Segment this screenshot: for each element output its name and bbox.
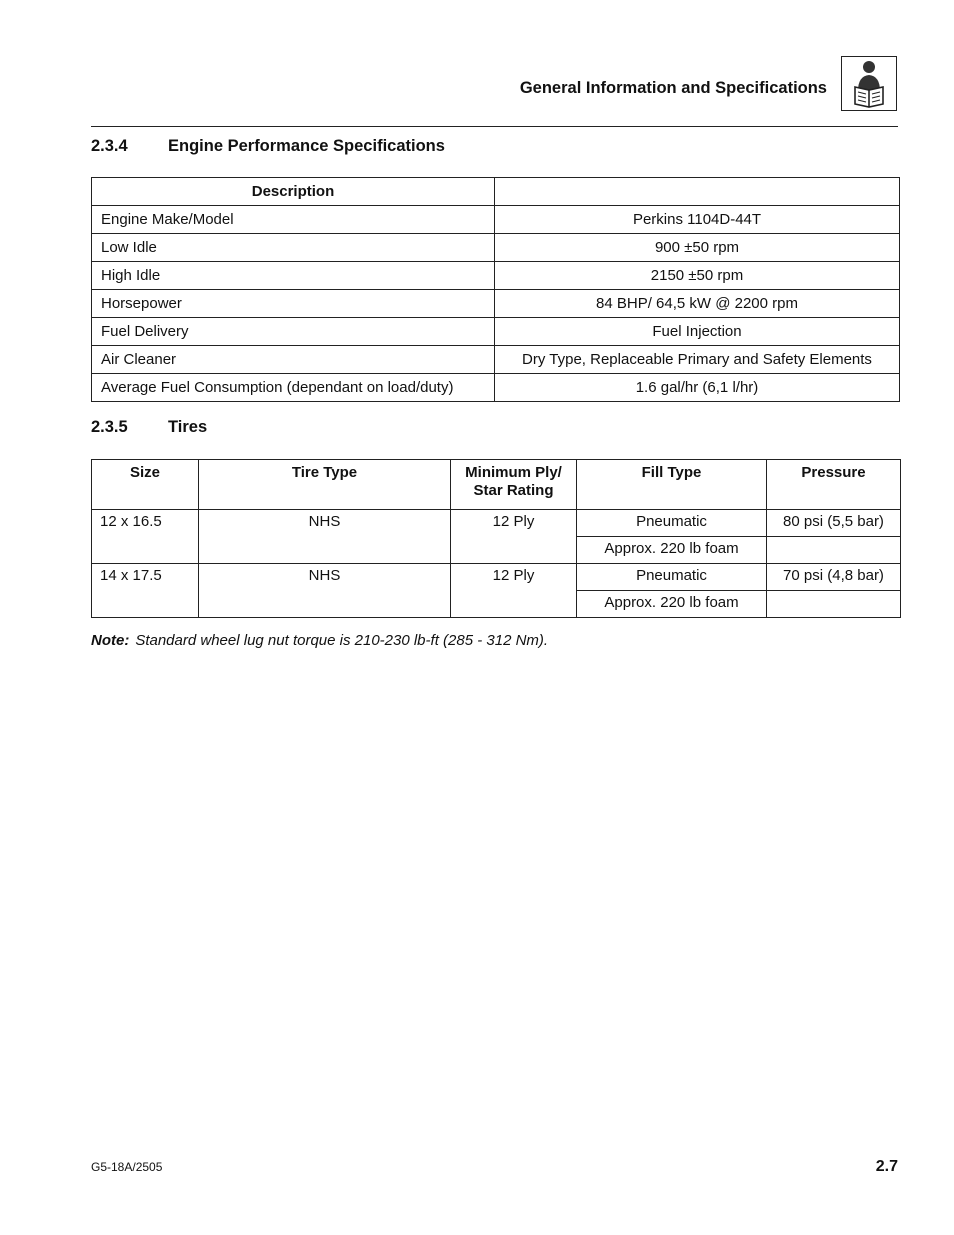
spec-value: 900 ±50 rpm (495, 234, 900, 262)
table-row (92, 262, 900, 290)
table-row (92, 510, 901, 537)
tire-type: NHS (199, 564, 451, 618)
spec-label: Horsepower (92, 290, 495, 318)
page-header-title: General Information and Specifications (519, 79, 827, 97)
fill-type: Pneumatic (577, 564, 767, 591)
pressure-value: 80 psi (5,5 bar) (767, 510, 901, 537)
tire-size: 14 x 17.5 (92, 564, 199, 618)
tires-table (91, 459, 901, 618)
pressure-value: 70 psi (4,8 bar) (767, 564, 901, 591)
section-heading-engine (91, 137, 445, 156)
section-number: 2.3.5 (91, 418, 128, 436)
section-title: Tires (168, 418, 208, 436)
section-heading-tires (91, 418, 207, 437)
table-row (92, 318, 900, 346)
ply-rating: 12 Ply (451, 510, 577, 564)
spec-label: Average Fuel Consumption (dependant on load/duty) (92, 374, 495, 402)
note-text: Standard wheel lug nut torque is 210-230 lb-ft (285 - 312 Nm). (135, 632, 549, 649)
spec-value: Perkins 1104D-44T (495, 206, 900, 234)
fill-type: Approx. 220 lb foam (577, 537, 767, 564)
column-header-value (495, 178, 900, 206)
ply-header-line: Minimum Ply/ (465, 464, 562, 481)
spec-value: Fuel Injection (495, 318, 900, 346)
tire-size: 12 x 16.5 (92, 510, 199, 564)
spec-label: Fuel Delivery (92, 318, 495, 346)
table-row (92, 206, 900, 234)
table-row (92, 346, 900, 374)
header-divider (91, 126, 898, 127)
table-row (92, 234, 900, 262)
spec-label: Air Cleaner (92, 346, 495, 374)
spec-value: 2150 ±50 rpm (495, 262, 900, 290)
note (91, 632, 548, 649)
table-row (92, 374, 900, 402)
column-header-fill-type: Fill Type (577, 460, 767, 510)
spec-value: Dry Type, Replaceable Primary and Safety Elements (495, 346, 900, 374)
fill-type: Approx. 220 lb foam (577, 591, 767, 618)
spec-label: Engine Make/Model (92, 206, 495, 234)
spec-label: Low Idle (92, 234, 495, 262)
column-header-ply-rating (451, 460, 577, 510)
note-label: Note: (91, 632, 130, 649)
column-header-size: Size (92, 460, 199, 510)
table-row (92, 564, 901, 591)
reading-manual-icon (841, 56, 897, 111)
table-header-row (92, 460, 901, 510)
fill-type: Pneumatic (577, 510, 767, 537)
pressure-value (767, 537, 901, 564)
footer-page-number: 2.7 (875, 1158, 898, 1175)
pressure-value (767, 591, 901, 618)
spec-value: 1.6 gal/hr (6,1 l/hr) (495, 374, 900, 402)
spec-value: 84 BHP/ 64,5 kW @ 2200 rpm (495, 290, 900, 318)
spec-label: High Idle (92, 262, 495, 290)
column-header-tire-type: Tire Type (199, 460, 451, 510)
section-title: Engine Performance Specifications (168, 137, 445, 155)
tire-type: NHS (199, 510, 451, 564)
section-number: 2.3.4 (91, 137, 128, 155)
column-header-pressure: Pressure (767, 460, 901, 510)
ply-rating: 12 Ply (451, 564, 577, 618)
ply-header-line: Star Rating (473, 482, 554, 499)
table-header-row (92, 178, 900, 206)
column-header-description: Description (92, 178, 495, 206)
footer-document-id: G5-18A/2505 (91, 1160, 163, 1174)
engine-spec-table (91, 177, 900, 402)
table-row (92, 290, 900, 318)
